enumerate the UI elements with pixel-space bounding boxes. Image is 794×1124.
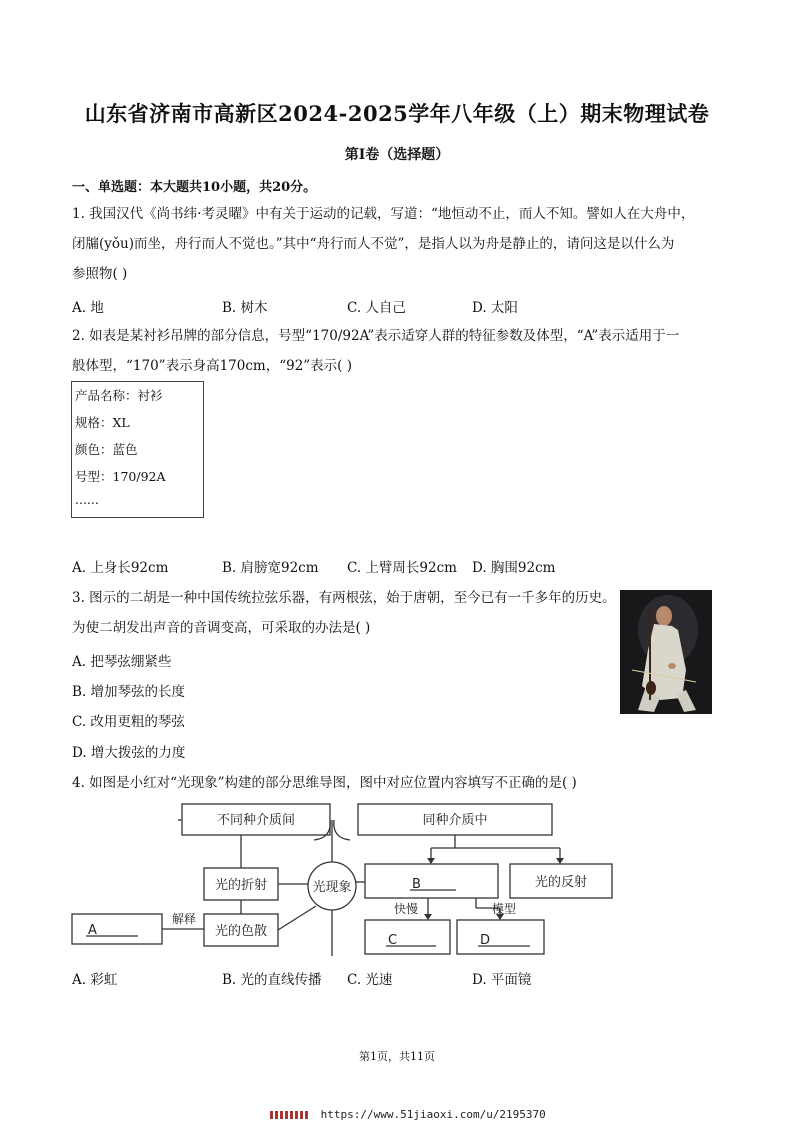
watermark-logo-icon <box>270 1111 310 1119</box>
q4-option-d[interactable]: D. 平面镜 <box>472 972 532 988</box>
q2-option-a[interactable]: A. 上身长92cm <box>72 560 169 576</box>
watermark-url[interactable]: https://www.51jiaoxi.com/u/2195370 <box>320 1108 546 1121</box>
q4-option-b[interactable]: B. 光的直线传播 <box>222 972 322 988</box>
label-speed: 快慢 <box>393 902 419 916</box>
q2-line-1: 2. 如表是某衬衫吊牌的部分信息，号型“170/92A”表示适穿人群的特征参数及体型，“A”表示适用于一 <box>72 328 680 344</box>
q1-option-b[interactable]: B. 树木 <box>222 300 268 316</box>
q3-option-a[interactable]: A. 把琴弦绷紧些 <box>72 654 172 670</box>
q3-option-c[interactable]: C. 改用更粗的琴弦 <box>72 714 185 730</box>
box-blank-a <box>72 914 162 944</box>
light-mind-map <box>60 796 630 960</box>
tag-line: 规格：XL <box>75 415 130 430</box>
label-refraction: 光的折射 <box>214 878 268 893</box>
q4-line-1: 4. 如图是小红对“光现象”构建的部分思维导图，图中对应位置内容填写不正确的是( ) <box>72 775 577 791</box>
box-blank-d <box>457 920 544 954</box>
exam-title: 山东省济南市高新区2024-2025学年八年级（上）期末物理试卷 <box>84 101 710 126</box>
label-blank-b: B <box>412 877 421 892</box>
q1-line-1: 1. 我国汉代《尚书纬·考灵曜》中有关于运动的记载，写道：“地恒动不止，而人不知。譬如人在大舟中， <box>72 206 695 222</box>
tag-line: 号型：170/92A <box>75 469 166 484</box>
erhu-player-icon <box>620 590 712 714</box>
label-dispersion: 光的色散 <box>214 924 268 939</box>
page-number: 第1页，共11页 <box>359 1050 435 1063</box>
q3-option-d[interactable]: D. 增大拨弦的力度 <box>72 745 186 761</box>
q2-option-b[interactable]: B. 肩膀宽92cm <box>222 560 319 576</box>
label-blank-a: A <box>88 923 97 938</box>
shirt-tag-table <box>71 381 204 518</box>
q1-line-2: 闭牖(yǒu)而坐，舟行而人不觉也。”其中“舟行而人不觉”，是指人以为舟是静止的，请问这是以什么为 <box>72 236 675 252</box>
label-blank-c: C <box>388 933 398 948</box>
q4-option-c[interactable]: C. 光速 <box>347 972 393 988</box>
tag-line: 产品名称：衬衫 <box>75 388 163 403</box>
label-model: 模型 <box>491 902 517 916</box>
q3-line-2: 为使二胡发出声音的音调变高，可采取的办法是( ) <box>72 620 371 636</box>
q1-option-d[interactable]: D. 太阳 <box>472 300 518 316</box>
box-blank-c <box>365 920 450 954</box>
erhu-player-photo <box>620 590 712 714</box>
q2-option-d[interactable]: D. 胸围92cm <box>472 560 556 576</box>
q4-option-a[interactable]: A. 彩虹 <box>72 972 118 988</box>
q3-line-1: 3. 图示的二胡是一种中国传统拉弦乐器，有两根弦，始于唐朝，至今已有一千多年的历史。 <box>72 590 616 606</box>
section-heading: 一、单选题：本大题共10小题，共20分。 <box>72 180 317 195</box>
q1-line-3: 参照物( ) <box>72 266 128 282</box>
q2-option-c[interactable]: C. 上臂周长92cm <box>347 560 457 576</box>
label-same-medium: 同种介质中 <box>422 813 488 828</box>
part-title: 第I卷（选择题） <box>344 147 450 163</box>
q3-option-b[interactable]: B. 增加琴弦的长度 <box>72 684 186 700</box>
tag-line: ...... <box>75 492 99 507</box>
label-reflection: 光的反射 <box>534 875 588 890</box>
watermark <box>270 1108 546 1121</box>
label-explain: 解释 <box>171 912 197 926</box>
q2-line-2: 般体型，“170”表示身高170cm，“92”表示( ) <box>72 358 353 374</box>
tag-line: 颜色：蓝色 <box>75 442 138 457</box>
q1-option-a[interactable]: A. 地 <box>72 300 104 316</box>
q1-option-c[interactable]: C. 人自己 <box>347 300 406 316</box>
label-center: 光现象 <box>312 880 352 895</box>
box-blank-b <box>365 864 498 898</box>
label-different-media: 不同种介质间 <box>216 813 296 828</box>
label-blank-d: D <box>480 933 491 948</box>
